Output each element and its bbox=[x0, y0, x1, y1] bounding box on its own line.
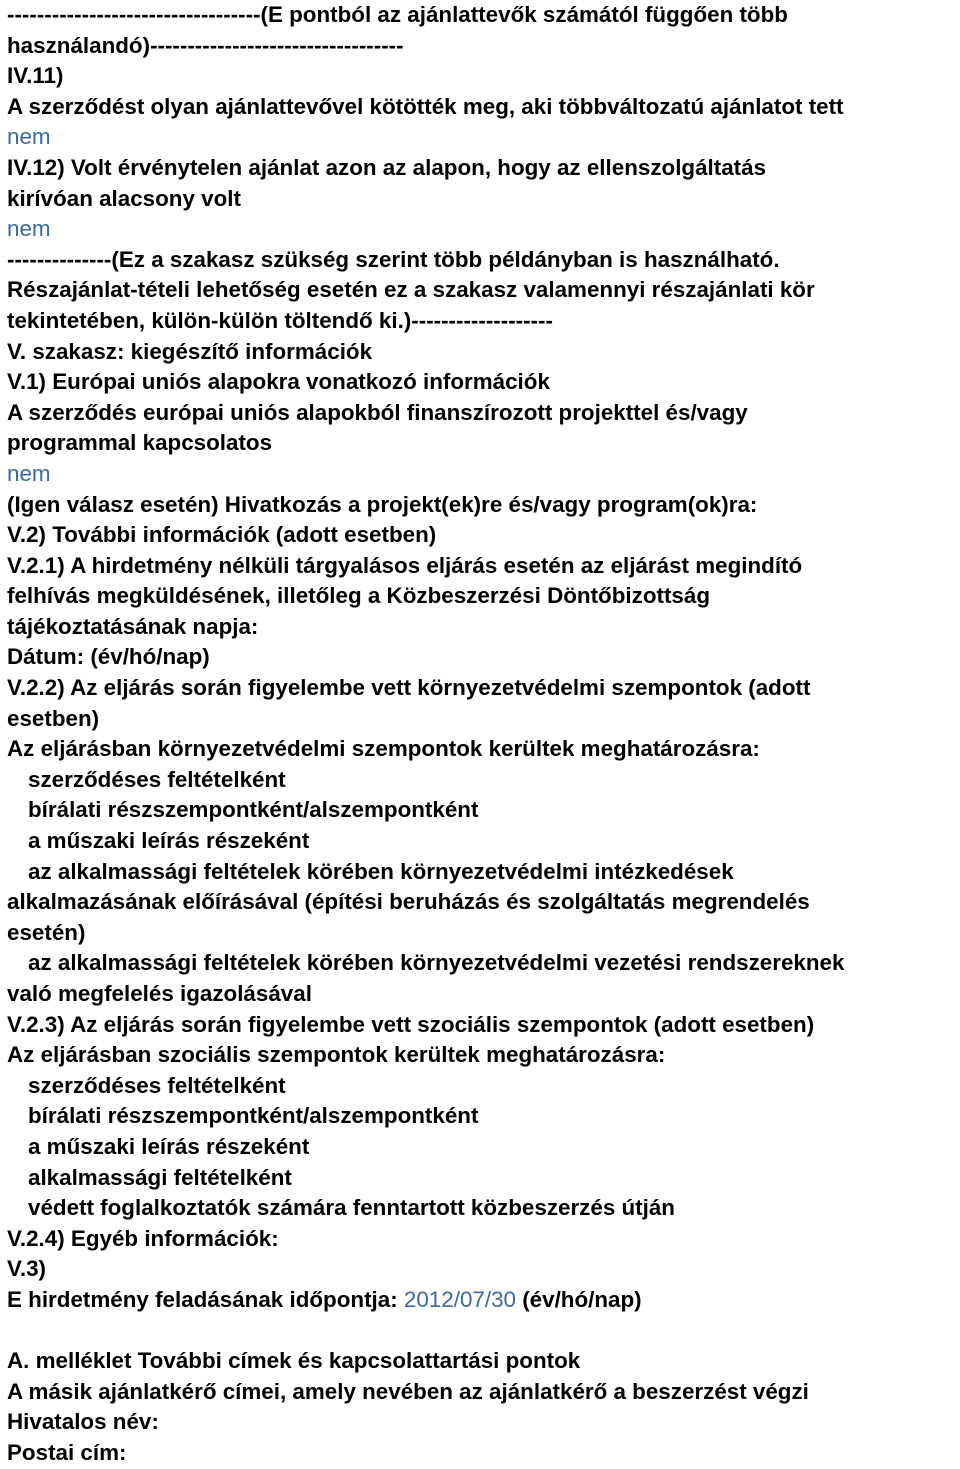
document-page bbox=[7, 0, 957, 1469]
annex-title: A. melléklet További címek és kapcsolattartási pontok bbox=[7, 1348, 581, 1374]
section-heading: V.2.1) A hirdetmény nélküli tárgyalásos eljárás esetén az eljárást megindító bbox=[7, 552, 803, 578]
annex-subtitle: A másik ajánlatkérő címei, amely nevében az ajánlatkérő a beszerzést végzi bbox=[7, 1378, 809, 1404]
spacer bbox=[7, 1316, 957, 1347]
section-heading: IV.11) bbox=[7, 63, 64, 89]
question-text: A szerződést olyan ajánlattevővel kötötték meg, aki többváltozatú ajánlatot tett bbox=[7, 93, 844, 119]
option-item: védett foglalkoztatók számára fenntartott közbeszerzés útján bbox=[28, 1195, 675, 1221]
postal-address-label: Postai cím: bbox=[7, 1439, 127, 1465]
official-name-label: Hivatalos név: bbox=[7, 1409, 159, 1435]
separator-line: ----------------------------------(E pontból az ajánlattevők számától függően több bbox=[7, 2, 788, 27]
option-item-continued: való megfelelés igazolásával bbox=[7, 981, 312, 1006]
option-item: az alkalmassági feltételek körében környezetvédelmi intézkedések bbox=[28, 858, 734, 884]
section-heading: esetben) bbox=[7, 705, 100, 731]
option-item: szerződéses feltételként bbox=[28, 1072, 286, 1098]
note-text: Részajánlat-tételi lehetőség esetén ez a szakasz valamennyi részajánlati kör bbox=[7, 277, 815, 303]
section-heading: V.2.4) Egyéb információk: bbox=[7, 1225, 279, 1251]
separator-line: --------------(Ez a szakasz szükség szerint több példányban is használható. bbox=[7, 246, 780, 272]
question-text: Az eljárásban szociális szempontok kerültek meghatározásra: bbox=[7, 1042, 666, 1068]
section-title: V. szakasz: kiegészítő információk bbox=[7, 338, 373, 364]
separator-line: használandó)---------------------------------- bbox=[7, 32, 404, 58]
publication-date-value: 2012/07/30 bbox=[403, 1286, 516, 1312]
section-heading: V.2) További információk (adott esetben) bbox=[7, 522, 437, 548]
question-text: tájékoztatásának napja: bbox=[7, 613, 259, 639]
question-text: Az eljárásban környezetvédelmi szempontok kerültek meghatározásra: bbox=[7, 736, 760, 762]
answer-value: nem bbox=[7, 124, 51, 150]
separator-line: tekintetében, külön-külön töltendő ki.)------------------- bbox=[7, 307, 553, 333]
option-item: alkalmassági feltételként bbox=[28, 1164, 292, 1190]
option-item-continued: esetén) bbox=[7, 919, 86, 945]
publication-date-row bbox=[7, 1285, 957, 1316]
question-text: felhívás megküldésének, illetőleg a Közbeszerzési Döntőbizottság bbox=[7, 583, 710, 609]
answer-value: nem bbox=[7, 216, 51, 242]
option-item: az alkalmassági feltételek körében környezetvédelmi vezetési rendszereknek bbox=[28, 950, 845, 976]
section-heading: V.2.2) Az eljárás során figyelembe vett környezetvédelmi szempontok (adott bbox=[7, 675, 811, 701]
date-field-label: Dátum: (év/hó/nap) bbox=[7, 644, 210, 670]
option-item: a műszaki leírás részeként bbox=[28, 828, 310, 854]
publication-date-format: (év/hó/nap) bbox=[515, 1286, 642, 1312]
question-text: A szerződés európai uniós alapokból finanszírozott projekttel és/vagy bbox=[7, 399, 748, 425]
answer-value: nem bbox=[7, 460, 51, 486]
question-text: (Igen válasz esetén) Hivatkozás a projekt(ek)re és/vagy program(ok)ra: bbox=[7, 491, 758, 517]
option-item: bírálati részszempontként/alszempontként bbox=[28, 1103, 479, 1129]
option-item: szerződéses feltételként bbox=[28, 766, 286, 792]
section-heading: V.2.3) Az eljárás során figyelembe vett szociális szempontok (adott esetben) bbox=[7, 1011, 815, 1037]
section-heading: V.3) bbox=[7, 1256, 47, 1282]
section-heading: IV.12) Volt érvénytelen ajánlat azon az alapon, hogy az ellenszolgáltatás bbox=[7, 154, 767, 180]
section-heading: V.1) Európai uniós alapokra vonatkozó információk bbox=[7, 369, 550, 395]
question-text: programmal kapcsolatos bbox=[7, 430, 273, 456]
option-item: a műszaki leírás részeként bbox=[28, 1133, 310, 1159]
option-item: bírálati részszempontként/alszempontként bbox=[28, 797, 479, 823]
option-item-continued: alkalmazásának előírásával (építési beruházás és szolgáltatás megrendelés bbox=[7, 889, 810, 915]
publication-date-label: E hirdetmény feladásának időpontja: bbox=[7, 1286, 404, 1312]
question-text: kirívóan alacsony volt bbox=[7, 185, 241, 211]
